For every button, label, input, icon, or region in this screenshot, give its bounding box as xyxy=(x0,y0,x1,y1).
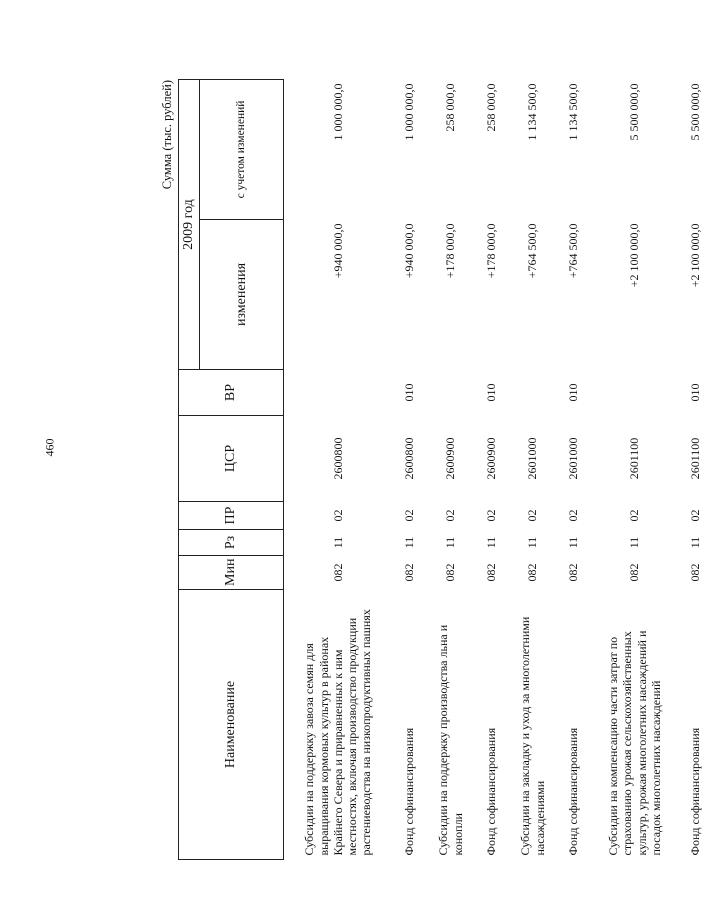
row-name: Субсидии на закладку и уход за многолетними насаждениями xyxy=(518,616,547,856)
row-csr: 2600900 xyxy=(443,437,458,480)
table-row xyxy=(556,80,592,860)
row-with-changes: 5 500 000,0 xyxy=(688,83,703,141)
rotated-page-content xyxy=(160,80,703,860)
row-csr: 2600800 xyxy=(330,437,345,480)
row-csr: 2601100 xyxy=(627,437,642,480)
table-row xyxy=(592,80,678,860)
row-vr xyxy=(592,370,678,416)
row-csr: 2601000 xyxy=(525,437,540,480)
row-pr: 02 xyxy=(566,509,581,522)
row-name: Фонд софинансирования xyxy=(566,727,581,856)
row-vr xyxy=(510,370,556,416)
table-row xyxy=(678,80,714,860)
header-csr: ЦСР xyxy=(179,416,284,502)
row-min: 082 xyxy=(330,563,345,582)
header-changes: изменения xyxy=(200,220,284,370)
row-vr xyxy=(428,370,474,416)
table-row xyxy=(392,80,428,860)
row-with-changes: 258 000,0 xyxy=(443,83,458,132)
row-changes: +178 000,0 xyxy=(484,223,499,279)
row-rz: 11 xyxy=(627,536,642,549)
row-with-changes: 5 500 000,0 xyxy=(627,83,642,141)
table-row xyxy=(428,80,474,860)
row-pr: 02 xyxy=(688,509,703,522)
header-rz: Рз xyxy=(179,530,284,556)
sum-caption: Сумма (тыс. рублей) xyxy=(160,80,174,190)
row-rz: 11 xyxy=(402,536,417,549)
row-pr: 02 xyxy=(525,509,540,522)
row-vr: 010 xyxy=(566,383,581,402)
row-min: 082 xyxy=(627,563,642,582)
row-changes: +2 100 000,0 xyxy=(627,223,642,288)
header-name: Наименование xyxy=(179,590,284,860)
row-rz: 11 xyxy=(566,536,581,549)
row-csr: 2601000 xyxy=(566,437,581,480)
table-header xyxy=(179,80,284,860)
header-with-changes: с учетом изменений xyxy=(200,80,284,220)
row-vr xyxy=(284,370,392,416)
row-min: 082 xyxy=(443,563,458,582)
budget-table xyxy=(178,79,714,860)
row-csr: 2600800 xyxy=(402,437,417,480)
row-rz: 11 xyxy=(330,536,345,549)
header-vr: ВР xyxy=(179,370,284,416)
row-rz: 11 xyxy=(443,536,458,549)
row-csr: 2600900 xyxy=(484,437,499,480)
row-changes: +178 000,0 xyxy=(443,223,458,279)
page-number: 460 xyxy=(42,438,57,457)
table-row xyxy=(474,80,510,860)
row-min: 082 xyxy=(525,563,540,582)
row-name: Фонд софинансирования xyxy=(688,727,703,856)
row-csr: 2601100 xyxy=(688,437,703,480)
header-min: Мин xyxy=(179,556,284,590)
row-pr: 02 xyxy=(443,509,458,522)
row-name: Субсидии на поддержку завоза семян для выращивания кормовых культур в районах Крайнего Севера и приравненных к ним местностях, включая производство продукции растениеводства на низкопродуктивных пашнях xyxy=(302,609,373,856)
row-vr: 010 xyxy=(484,383,499,402)
row-vr: 010 xyxy=(402,383,417,402)
row-min: 082 xyxy=(402,563,417,582)
row-pr: 02 xyxy=(484,509,499,522)
row-changes: +764 500,0 xyxy=(525,223,540,279)
row-pr: 02 xyxy=(330,509,345,522)
row-min: 082 xyxy=(688,563,703,582)
row-with-changes: 1 000 000,0 xyxy=(330,83,345,141)
header-pr: ПР xyxy=(179,502,284,530)
row-changes: +2 100 000,0 xyxy=(688,223,703,288)
table-row xyxy=(510,80,556,860)
row-rz: 11 xyxy=(688,536,703,549)
row-min: 082 xyxy=(566,563,581,582)
row-with-changes: 1 134 500,0 xyxy=(566,83,581,141)
row-name: Фонд софинансирования xyxy=(484,727,499,856)
row-with-changes: 258 000,0 xyxy=(484,83,499,132)
row-name: Субсидии на компенсацию части затрат по страхованию урожая сельскохозяйственных культур, урожая многолетних насаждений и посадок многолетних насаждений xyxy=(606,630,663,856)
row-pr: 02 xyxy=(402,509,417,522)
row-changes: +940 000,0 xyxy=(402,223,417,279)
row-changes: +764 500,0 xyxy=(566,223,581,279)
header-year: 2009 год xyxy=(179,80,200,370)
row-pr: 02 xyxy=(627,509,642,522)
row-min: 082 xyxy=(484,563,499,582)
row-with-changes: 1 000 000,0 xyxy=(402,83,417,141)
row-vr: 010 xyxy=(688,383,703,402)
row-name: Субсидии на поддержку производства льна и конопли xyxy=(436,624,465,856)
row-with-changes: 1 134 500,0 xyxy=(525,83,540,141)
table-row xyxy=(284,80,392,860)
row-changes: +940 000,0 xyxy=(330,223,345,279)
row-rz: 11 xyxy=(525,536,540,549)
row-name: Фонд софинансирования xyxy=(402,727,417,856)
table-body xyxy=(284,80,714,860)
row-rz: 11 xyxy=(484,536,499,549)
